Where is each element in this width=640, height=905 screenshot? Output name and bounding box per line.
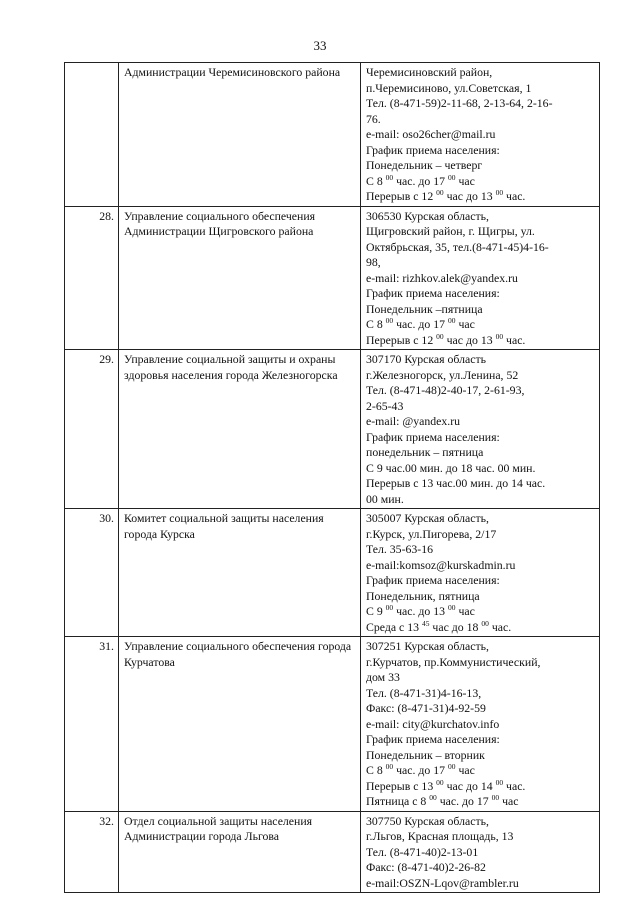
schedule-text: Среда с 13 xyxy=(366,619,422,634)
info-line: График приема населения: xyxy=(366,732,500,746)
time-minutes: 00 xyxy=(448,603,456,613)
info-line: 00 мин. xyxy=(366,491,404,506)
time-minutes: 00 xyxy=(481,618,489,628)
info-line: 2-65-43 xyxy=(366,398,404,413)
info-line: Тел. (8-471-31)4-16-13, xyxy=(366,685,482,700)
schedule-line xyxy=(366,794,595,810)
time-minutes: 00 xyxy=(448,172,456,182)
institution-name: Управление социального обеспечения Администрации Щигровского района xyxy=(119,206,361,350)
schedule-text: час до 18 xyxy=(429,619,482,634)
info-line: г.Льгов, Красная площадь, 13 xyxy=(366,829,514,843)
schedule-text: С 9 xyxy=(366,604,386,618)
info-line: п.Черемисиново, ул.Советская, 1 xyxy=(366,80,532,95)
schedule-text: Перерыв с 12 xyxy=(366,189,437,203)
schedule-text: час. xyxy=(488,619,512,634)
schedule-text: час xyxy=(455,173,475,188)
row-number: 31. xyxy=(65,637,119,812)
time-minutes: 00 xyxy=(495,331,504,341)
schedule-text: час. до 17 xyxy=(393,173,449,188)
time-minutes: 00 xyxy=(436,777,444,787)
table-row xyxy=(65,206,600,350)
info-line: Понедельник – четверг xyxy=(366,158,483,172)
info-line: Октябрьская, 35, тел.(8-471-45)4-16- xyxy=(366,239,549,254)
schedule-text: час. до 17 xyxy=(393,763,449,777)
table-row xyxy=(65,509,600,637)
schedule-line xyxy=(366,333,595,349)
info-line: Факс: (8-471-31)4-92-59 xyxy=(366,701,486,715)
schedule-line xyxy=(366,620,595,636)
info-line: 307750 Курская область, xyxy=(366,813,489,828)
info-line: понедельник – пятница xyxy=(366,445,484,459)
schedule-text: час до 14 xyxy=(443,778,496,793)
schedule-text: час xyxy=(455,763,475,777)
schedule-text: С 8 xyxy=(366,317,386,331)
time-minutes: 00 xyxy=(385,316,394,326)
contact-info xyxy=(361,811,600,893)
info-line: График приема населения: xyxy=(366,142,500,157)
table-row xyxy=(65,63,600,207)
info-line: Тел. (8-471-48)2-40-17, 2-61-93, xyxy=(366,383,525,397)
info-line: 306530 Курская область, xyxy=(366,208,489,223)
schedule-line xyxy=(366,174,595,190)
time-minutes: 00 xyxy=(491,793,500,803)
time-minutes: 00 xyxy=(429,793,437,803)
table-row xyxy=(65,637,600,812)
table-row xyxy=(65,350,600,509)
info-line: дом 33 xyxy=(366,670,400,684)
info-line: Тел. (8-471-59)2-11-68, 2-13-64, 2-16- xyxy=(366,96,553,110)
time-minutes: 45 xyxy=(421,618,430,628)
time-minutes: 00 xyxy=(385,172,394,182)
info-line: Понедельник – вторник xyxy=(366,747,485,762)
schedule-text: час. xyxy=(503,332,526,347)
schedule-text: час xyxy=(499,794,519,808)
info-line: e-mail: oso26cher@mail.ru xyxy=(366,127,496,141)
schedule-line xyxy=(366,604,595,620)
schedule-text: час до 13 xyxy=(443,189,496,203)
info-line: С 9 час.00 мин. до 18 час. 00 мин. xyxy=(366,460,536,475)
info-line: 305007 Курская область, xyxy=(366,511,489,525)
time-minutes: 00 xyxy=(436,331,444,341)
schedule-text: час. xyxy=(503,778,526,793)
schedule-text: Перерыв с 13 xyxy=(366,778,437,793)
page-number: 33 xyxy=(313,38,327,53)
info-line: Тел. (8-471-40)2-13-01 xyxy=(366,844,479,859)
info-line: 98, xyxy=(366,255,381,269)
row-number: 29. xyxy=(65,350,119,509)
schedule-text: час xyxy=(455,604,475,618)
info-line: 307170 Курская область xyxy=(366,352,487,366)
institution-name: Управление социального обеспечения города Курчатова xyxy=(119,637,361,812)
schedule-line xyxy=(366,763,595,779)
schedule-line xyxy=(366,779,595,795)
time-minutes: 00 xyxy=(448,316,456,326)
info-line: Тел. 35-63-16 xyxy=(366,542,434,556)
contact-info xyxy=(361,509,600,637)
time-minutes: 00 xyxy=(495,777,504,787)
schedule-text: С 8 xyxy=(366,763,386,777)
schedule-text: час. xyxy=(503,189,526,203)
info-line: График приема населения: xyxy=(366,429,500,444)
institution-name: Администрации Черемисиновского района xyxy=(119,63,361,207)
info-line: г.Курск, ул.Пигорева, 2/17 xyxy=(366,526,497,541)
institution-name: Комитет социальной защиты населения города Курска xyxy=(119,509,361,637)
info-line: e-mail:OSZN-Lqov@rambler.ru xyxy=(366,875,519,890)
info-line: e-mail: city@kurchatov.info xyxy=(366,716,500,731)
info-line: г.Железногорск, ул.Ленина, 52 xyxy=(366,367,519,382)
row-number xyxy=(65,63,119,207)
info-line: График приема населения: xyxy=(366,573,500,587)
info-line: Понедельник, пятница xyxy=(366,588,480,603)
schedule-line xyxy=(366,189,595,205)
schedule-text: час xyxy=(455,317,475,331)
schedule-text: Пятница с 8 xyxy=(366,794,430,808)
institution-name: Управление социальной защиты и охраны здоровья населения города Железногорска xyxy=(119,350,361,509)
info-line: 307251 Курская область, xyxy=(366,639,489,653)
info-line: Щигровский район, г. Щигры, ул. xyxy=(366,224,535,238)
schedule-text: час. до 17 xyxy=(436,794,492,808)
row-number: 30. xyxy=(65,509,119,637)
schedule-text: час до 13 xyxy=(443,332,496,347)
info-line: Черемисиновский район, xyxy=(366,65,493,79)
info-line: e-mail: @yandex.ru xyxy=(366,414,461,428)
schedule-text: час. до 13 xyxy=(393,604,449,618)
schedule-text: Перерыв с 12 xyxy=(366,332,437,347)
row-number: 28. xyxy=(65,206,119,350)
schedule-text: час. до 17 xyxy=(393,317,449,331)
schedule-text: С 8 xyxy=(366,173,386,188)
info-line: г.Курчатов, пр.Коммунистический, xyxy=(366,654,541,669)
schedule-line xyxy=(366,317,595,333)
info-line: e-mail:komsoz@kurskadmin.ru xyxy=(366,557,516,572)
institution-name: Отдел социальной защиты населения Администрации города Льгова xyxy=(119,811,361,893)
time-minutes: 00 xyxy=(448,762,456,772)
contact-info xyxy=(361,206,600,350)
info-line: Факс: (8-471-40)2-26-82 xyxy=(366,860,486,874)
contact-info xyxy=(361,350,600,509)
table-row xyxy=(65,811,600,893)
contact-info xyxy=(361,63,600,207)
info-line: Перерыв с 13 час.00 мин. до 14 час. xyxy=(366,476,546,490)
info-line: График приема населения: xyxy=(366,286,500,300)
contact-info xyxy=(361,637,600,812)
row-number: 32. xyxy=(65,811,119,893)
info-line: Понедельник –пятница xyxy=(366,301,483,316)
time-minutes: 00 xyxy=(385,762,394,772)
time-minutes: 00 xyxy=(385,603,394,613)
time-minutes: 00 xyxy=(495,188,504,198)
time-minutes: 00 xyxy=(436,188,444,198)
info-line: 76. xyxy=(366,111,381,126)
institutions-table xyxy=(64,62,600,893)
info-line: e-mail: rizhkov.alek@yandex.ru xyxy=(366,270,518,285)
